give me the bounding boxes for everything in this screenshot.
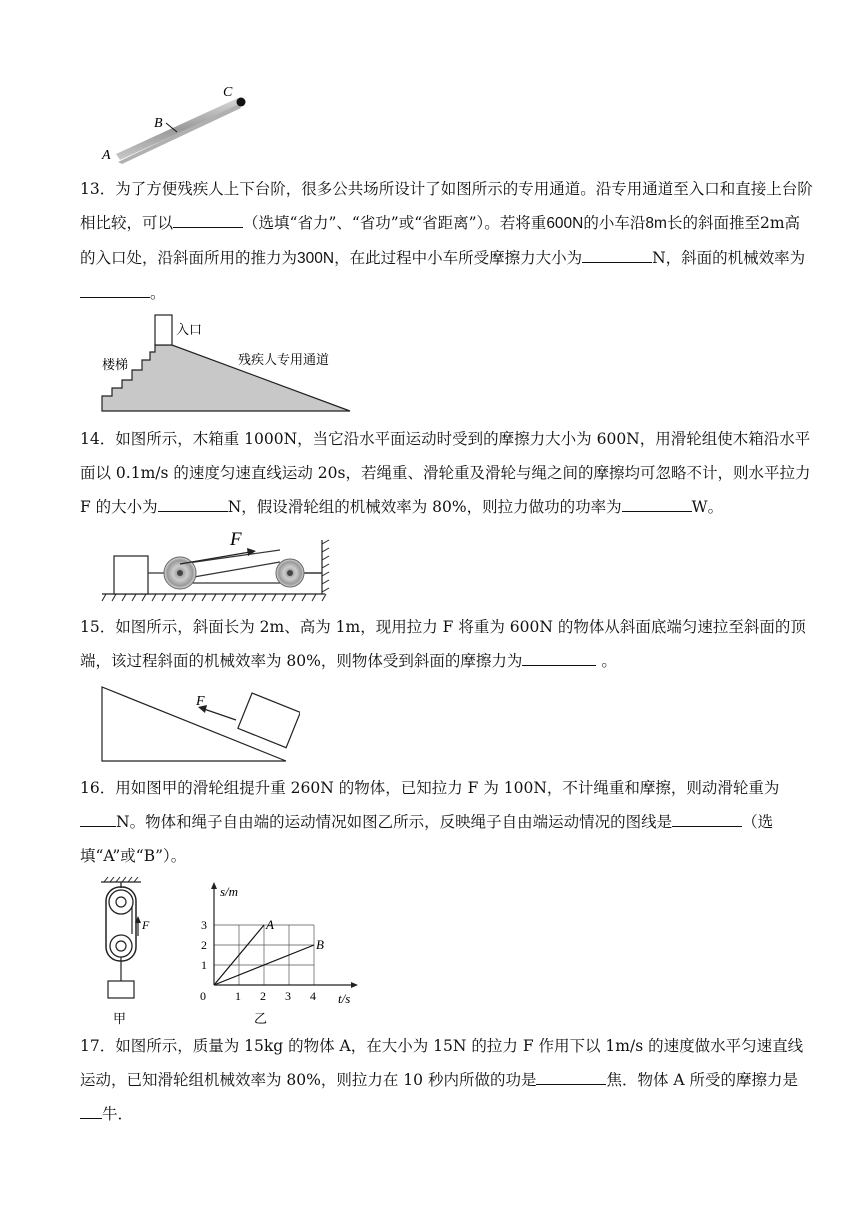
wooden-box (114, 556, 148, 594)
chart-grid (214, 925, 314, 985)
y-axis-arrowhead (211, 882, 217, 889)
chart-ticks (200, 918, 316, 1003)
rope-upper (188, 550, 280, 563)
question-number: 14． (80, 430, 116, 448)
force-arrow (204, 709, 236, 720)
incline-block (238, 693, 300, 748)
question-16: 16．用如图甲的滑轮组提升重 260N 的物体，已知拉力 F 为 100N，不计绳重和摩擦，则动滑轮重为N。物体和绳子自由端的运动情况如图乙所示，反映绳子自由端运动情况的图线是 （选填“A”或“B”）。 (80, 779, 780, 865)
answer-blank[interactable] (622, 493, 692, 512)
y-tick-label: 3 (201, 918, 207, 932)
force-label: F (196, 694, 205, 709)
answer-blank[interactable] (80, 808, 116, 827)
answer-blank[interactable] (672, 808, 742, 827)
question-number: 13． (80, 180, 116, 198)
answer-blank[interactable] (80, 1100, 102, 1119)
pulley-axle (177, 570, 183, 576)
entrance-label: 入口 (176, 322, 203, 337)
answer-blank[interactable] (158, 493, 228, 512)
stairs-label: 楼梯 (102, 357, 129, 372)
wall-hatching (322, 540, 329, 592)
x-tick-label: 4 (310, 989, 316, 1003)
question-number: 15． (80, 618, 116, 636)
answer-blank[interactable] (536, 1066, 606, 1085)
tweezers-label-c: C (223, 85, 233, 100)
x-tick-label: 1 (235, 989, 241, 1003)
question-number: 16． (80, 779, 116, 797)
tweezers-arm-upper (116, 98, 242, 160)
answer-blank[interactable] (80, 279, 150, 298)
x-tick-label: 2 (260, 989, 266, 1003)
movable-pulley (110, 935, 132, 957)
series-label-a: A (266, 917, 274, 932)
entrance-door (155, 315, 172, 345)
pulley-axle (287, 570, 293, 576)
figure-label-jia: 甲 (113, 1011, 127, 1026)
incline-figure (100, 684, 300, 766)
x-tick-label: 0 (200, 989, 206, 1003)
tweezers-pivot-c (237, 98, 246, 107)
pulley-system-jia-figure (96, 876, 156, 1026)
force-label: F (142, 918, 150, 932)
force-label: F (230, 529, 242, 550)
x-axis-arrowhead (351, 982, 358, 988)
chart-series (214, 917, 324, 985)
pulley-block-figure (100, 526, 340, 606)
tweezers-label-b: B (154, 116, 163, 131)
force-arrowhead (247, 548, 256, 556)
answer-blank[interactable] (173, 209, 243, 228)
rope-middle (188, 562, 280, 578)
y-tick-label: 1 (201, 958, 207, 972)
tweezers-figure (100, 82, 260, 167)
force-arrow (180, 552, 250, 564)
question-number: 17． (80, 1037, 116, 1055)
load-block (108, 981, 134, 998)
ramp-figure (100, 312, 360, 414)
x-tick-label: 3 (285, 989, 291, 1003)
question-13: 13．为了方便残疾人上下台阶，很多公共场所设计了如图所示的专用通道。沿专用通道至入口和直接上台阶相比较，可以 （选填“省力”、“省功”或“省距离”）。若将重600N的小车沿8m长的斜面推至2m高的入口处，沿斜面所用的推力为300N，在此过程中小车所受摩擦力大小为 N，斜面的机械效率为。 (80, 180, 813, 302)
y-tick-label: 2 (201, 938, 207, 952)
y-axis-label: s/m (220, 884, 239, 899)
answer-blank[interactable] (582, 244, 652, 263)
ramp-label: 残疾人专用通道 (238, 352, 330, 367)
ground-hatching (102, 594, 326, 601)
tweezers-label-a: A (102, 148, 111, 163)
answer-blank[interactable] (522, 647, 596, 666)
question-17: 17．如图所示，质量为 15kg 的物体 A，在大小为 15N 的拉力 F 作用下以 1m/s 的速度做水平匀速直线运动，已知滑轮组机械效率为 80%，则拉力在 10 秒内所做的功是 焦．物体 A 所受的摩擦力是牛． (80, 1037, 804, 1123)
ceiling-hatching (104, 877, 138, 882)
figure-label-yi: 乙 (254, 1011, 268, 1026)
x-axis-label: t/s (338, 991, 351, 1006)
question-15: 15．如图所示，斜面长为 2m、高为 1m，现用拉力 F 将重为 600N 的物体从斜面底端匀速拉至斜面的顶端，该过程斜面的机械效率为 80%，则物体受到斜面的摩擦力为 。 (80, 618, 806, 670)
series-label-b: B (316, 937, 324, 952)
st-chart (196, 882, 366, 1026)
fixed-pulley (109, 890, 133, 914)
question-14: 14．如图所示，木箱重 1000N，当它沿水平面运动时受到的摩擦力大小为 600N，用滑轮组使木箱沿水平面以 0.1m/s 的速度匀速直线运动 20s，若绳重、滑轮重及滑轮与绳之间的摩擦均可忽略不计，则水平拉力 F 的大小为 N，假设滑轮组的机械效率为 80%，则拉力做功的功率为 W。 (80, 430, 811, 516)
tweezers-arm-lower (118, 104, 241, 164)
